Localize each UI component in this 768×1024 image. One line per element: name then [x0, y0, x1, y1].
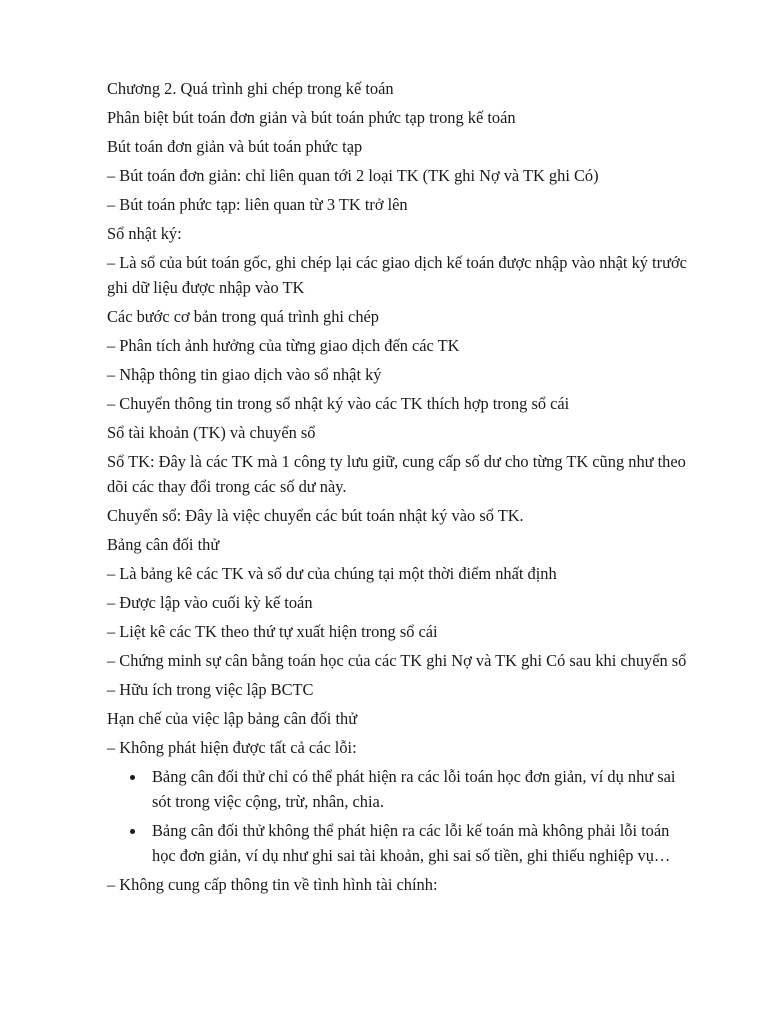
text-paragraph: – Chứng minh sự cân bằng toán học của các TK ghi Nợ và TK ghi Có sau khi chuyển sổ — [107, 651, 687, 670]
document-page — [107, 76, 697, 901]
section-heading: Phân biệt bút toán đơn giản và bút toán phức tạp trong kế toán — [107, 108, 516, 127]
subheading: Hạn chế của việc lập bảng cân đối thử — [107, 709, 358, 728]
text-line: – Được lập vào cuối kỳ kế toán — [107, 593, 313, 612]
chapter-title: Chương 2. Quá trình ghi chép trong kế toán — [107, 79, 394, 98]
text-line: – Hữu ích trong việc lập BCTC — [107, 680, 314, 699]
bullet-dot-icon — [130, 775, 135, 780]
subheading: Bút toán đơn giản và bút toán phức tạp — [107, 137, 363, 156]
subheading: Sổ nhật ký: — [107, 224, 182, 243]
subheading: Các bước cơ bản trong quá trình ghi chép — [107, 307, 379, 326]
text-line: Chuyển sổ: Đây là việc chuyển các bút toán nhật ký vào sổ TK. — [107, 506, 524, 525]
text-line: – Bút toán phức tạp: liên quan từ 3 TK trở lên — [107, 195, 408, 214]
text-line: – Là bảng kê các TK và số dư của chúng tại một thời điểm nhất định — [107, 564, 557, 583]
text-line: – Nhập thông tin giao dịch vào sổ nhật ký — [107, 365, 382, 384]
text-line: – Phân tích ảnh hưởng của từng giao dịch đến các TK — [107, 336, 460, 355]
text-line: – Chuyển thông tin trong sổ nhật ký vào các TK thích hợp trong sổ cái — [107, 394, 570, 413]
text-paragraph: – Là sổ của bút toán gốc, ghi chép lại các giao dịch kế toán được nhập vào nhật ký trước ghi dữ liệu được nhập vào TK — [107, 253, 687, 297]
text-paragraph: Sổ TK: Đây là các TK mà 1 công ty lưu giữ, cung cấp số dư cho từng TK cũng như theo dõi các thay đổi trong các số dư này. — [107, 452, 686, 496]
subheading: Bảng cân đối thử — [107, 535, 220, 554]
text-line: – Không phát hiện được tất cả các lỗi: — [107, 738, 357, 757]
list-item — [107, 764, 697, 814]
text-line: – Bút toán đơn giản: chỉ liên quan tới 2 loại TK (TK ghi Nợ và TK ghi Có) — [107, 166, 599, 185]
list-item — [107, 818, 697, 868]
bullet-dot-icon — [130, 829, 135, 834]
bullet-list — [107, 764, 697, 868]
text-line: – Liệt kê các TK theo thứ tự xuất hiện trong sổ cái — [107, 622, 438, 641]
subheading: Sổ tài khoản (TK) và chuyển sổ — [107, 423, 316, 442]
list-item-text: Bảng cân đối thử chỉ có thể phát hiện ra các lỗi toán học đơn giản, ví dụ như sai sót trong việc cộng, trừ, nhân, chia. — [152, 767, 676, 811]
list-item-text: Bảng cân đối thử không thể phát hiện ra các lỗi kế toán mà không phải lỗi toán học đơn giản, ví dụ như ghi sai tài khoản, ghi sai số tiền, ghi thiếu nghiệp vụ… — [152, 821, 671, 865]
text-line: – Không cung cấp thông tin về tình hình tài chính: — [107, 875, 438, 894]
